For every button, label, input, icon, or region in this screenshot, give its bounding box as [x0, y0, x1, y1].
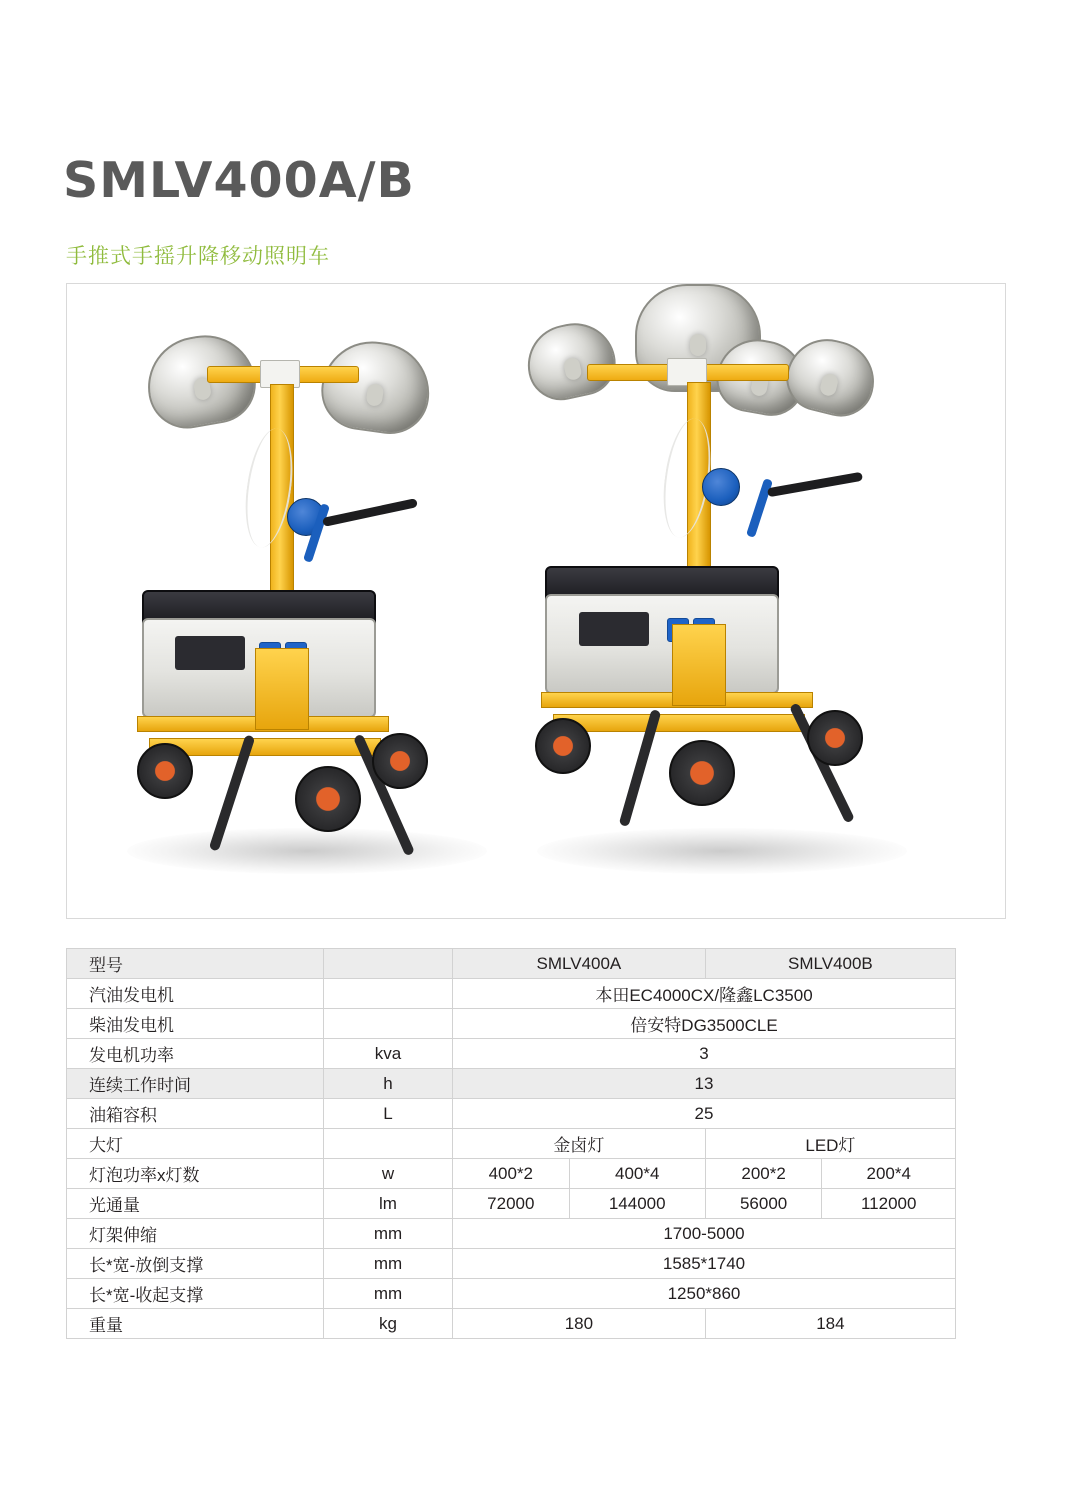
row-label: 重量 [67, 1309, 324, 1339]
row-unit [324, 1009, 453, 1039]
page-title: SMLV400A/B [63, 152, 415, 209]
row-value: 13 [453, 1069, 956, 1099]
push-handle-bar [322, 498, 418, 527]
table-row [67, 1009, 956, 1039]
table-row [67, 1099, 956, 1129]
row-value: LED灯 [705, 1129, 955, 1159]
row-unit: L [324, 1099, 453, 1129]
row-unit: kg [324, 1309, 453, 1339]
row-label: 型号 [67, 949, 324, 979]
row-unit: lm [324, 1189, 453, 1219]
lamp-head-right [316, 335, 435, 439]
table-row [67, 1309, 956, 1339]
table-row [67, 1069, 956, 1099]
generator-control-panel [579, 612, 649, 646]
lamp-head-far-left [520, 316, 621, 407]
row-label: 灯泡功率x灯数 [67, 1159, 324, 1189]
wheel-front-right [372, 733, 428, 789]
row-unit: h [324, 1069, 453, 1099]
row-label: 长*宽-放倒支撑 [67, 1249, 324, 1279]
product-photo-frame [66, 283, 1006, 919]
row-unit [324, 1129, 453, 1159]
machine-smlv400a [127, 318, 507, 878]
row-label: 大灯 [67, 1129, 324, 1159]
row-value: 184 [705, 1309, 955, 1339]
row-label: 光通量 [67, 1189, 324, 1219]
wheel-front-left [137, 743, 193, 799]
row-label: 汽油发电机 [67, 979, 324, 1009]
row-value: 3 [453, 1039, 956, 1069]
row-value: 本田EC4000CX/隆鑫LC3500 [453, 979, 956, 1009]
mast-post [672, 624, 726, 706]
specification-table [66, 948, 956, 1339]
row-unit: mm [324, 1219, 453, 1249]
table-row [67, 1129, 956, 1159]
row-unit: w [324, 1159, 453, 1189]
table-row [67, 979, 956, 1009]
table-row [67, 1159, 956, 1189]
mast-post [255, 648, 309, 730]
row-label: 灯架伸缩 [67, 1219, 324, 1249]
row-value: 400*2 [453, 1159, 570, 1189]
table-row [67, 1189, 956, 1219]
machine-smlv400b [517, 283, 937, 878]
wheel-front-left [535, 718, 591, 774]
table-row [67, 1219, 956, 1249]
row-value: 72000 [453, 1189, 570, 1219]
row-value: SMLV400A [453, 949, 706, 979]
lamp-head-far-right [779, 330, 882, 423]
row-label: 柴油发电机 [67, 1009, 324, 1039]
row-value: 112000 [822, 1189, 956, 1219]
table-row [67, 949, 956, 979]
table-row [67, 1279, 956, 1309]
row-label: 发电机功率 [67, 1039, 324, 1069]
wheel-rear-left [295, 766, 361, 832]
row-value: 1700-5000 [453, 1219, 956, 1249]
base-frame-bottom [553, 714, 805, 732]
generator-control-panel [175, 636, 245, 670]
page-subtitle: 手推式手摇升降移动照明车 [66, 245, 330, 268]
row-value: 200*4 [822, 1159, 956, 1189]
wheel-front-right [807, 710, 863, 766]
push-handle-bar [767, 472, 863, 498]
row-label: 油箱容积 [67, 1099, 324, 1129]
table-row [67, 1249, 956, 1279]
row-value: 1250*860 [453, 1279, 956, 1309]
row-unit: mm [324, 1249, 453, 1279]
hand-crank-winch [702, 468, 740, 506]
row-unit [324, 979, 453, 1009]
row-value: 144000 [569, 1189, 705, 1219]
row-value: 倍安特DG3500CLE [453, 1009, 956, 1039]
row-value: 180 [453, 1309, 706, 1339]
row-label: 长*宽-收起支撑 [67, 1279, 324, 1309]
row-unit: kva [324, 1039, 453, 1069]
row-label: 连续工作时间 [67, 1069, 324, 1099]
row-value: SMLV400B [705, 949, 955, 979]
row-unit: mm [324, 1279, 453, 1309]
row-value: 200*2 [705, 1159, 822, 1189]
row-value: 1585*1740 [453, 1249, 956, 1279]
wheel-rear-left [669, 740, 735, 806]
row-unit [324, 949, 453, 979]
row-value: 400*4 [569, 1159, 705, 1189]
row-value: 56000 [705, 1189, 822, 1219]
table-row [67, 1039, 956, 1069]
row-value: 金卤灯 [453, 1129, 706, 1159]
row-value: 25 [453, 1099, 956, 1129]
product-photo [67, 284, 1005, 918]
